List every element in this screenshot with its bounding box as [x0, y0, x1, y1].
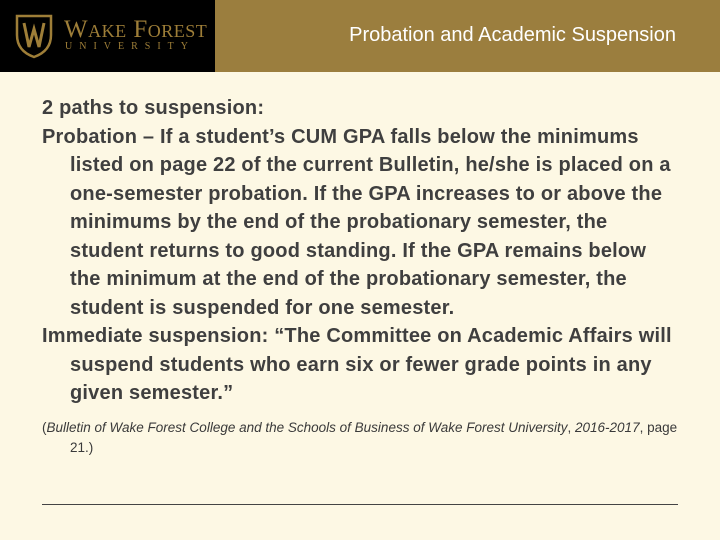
logo-subtitle: UNIVERSITY [65, 41, 195, 52]
page-title: Probation and Academic Suspension [349, 24, 676, 46]
header-bar [215, 0, 720, 72]
logo-name: Wake Forest [64, 16, 208, 43]
citation-rest: , page 21.) [70, 419, 678, 455]
citation-title: Bulletin of Wake Forest College and the Schools of Business of Wake Forest University [46, 419, 568, 435]
citation [42, 418, 682, 458]
immediate-suspension-paragraph: Immediate suspension: “The Committee on Academic Affairs will suspend students who earn six or fewer grade points in any given semester.” [42, 325, 672, 404]
slide-body [42, 94, 682, 471]
university-logo [0, 0, 215, 72]
shield-icon [14, 13, 54, 59]
citation-year: 2016-2017 [575, 419, 640, 435]
citation-comma: , [567, 419, 576, 435]
citation-open: ( [42, 419, 47, 435]
intro-text: 2 paths to suspension: [42, 97, 265, 119]
probation-paragraph: Probation – If a student’s CUM GPA falls below the minimums listed on page 22 of the current Bulletin, he/she is placed on a one-semester probation. If the GPA increases to or above the minimums by the end of the probationary semester, the student returns to good standing. If the GPA remains below the minimum at the end of the probationary semester, the student is suspended for one semester. [42, 125, 671, 319]
bottom-divider [42, 504, 678, 505]
